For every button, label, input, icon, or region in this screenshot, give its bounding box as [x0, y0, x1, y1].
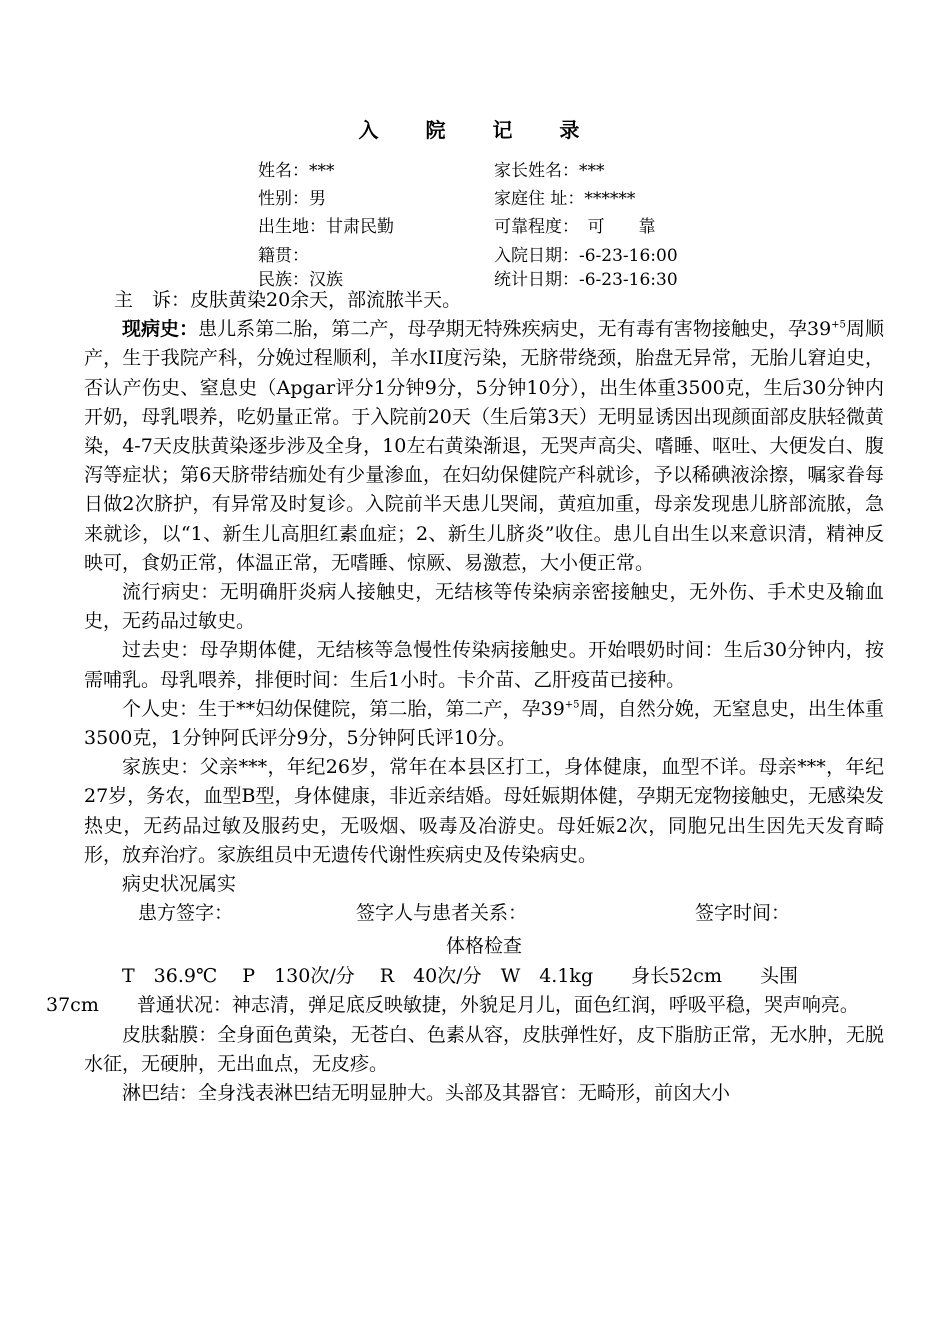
vitals-line: [46, 962, 884, 1020]
parent-name: 家长姓名：***: [494, 161, 605, 181]
home-address: 家庭住 址：******: [494, 189, 636, 209]
info-row-3: [0, 212, 950, 238]
vital-pulse: P 130次/分: [242, 965, 355, 988]
present-illness: [84, 315, 884, 578]
record-body: [46, 286, 884, 1108]
vital-height: 身长52cm: [631, 965, 722, 988]
physical-exam-title: 体格检查: [445, 935, 522, 958]
native-place: 籍贯：: [258, 246, 309, 266]
info-row-1: [0, 156, 950, 182]
personal-history-text-a: 个人史：生于**妇幼保健院，第二胎，第二产，孕39: [122, 697, 565, 720]
info-row-4: [0, 241, 950, 267]
truth-statement: 病史状况属实: [122, 873, 237, 896]
signature-time-label: 签字时间：: [695, 902, 791, 925]
patient-signature-label: 患方签字：: [138, 902, 234, 925]
info-row-2: [0, 184, 950, 210]
signature-row: [84, 899, 884, 928]
family-history: 家族史：父亲***，年纪26岁，常年在本县区打工，身体健康，血型不详。母亲***，年纪27岁，务农，血型B型，身体健康，非近亲结婚。母妊娠期体健，孕期无宠物接触史，无感染发热史，无药品过敏及服药史，无吸烟、吸毒及冶游史。母妊娠2次，同胞兄出生因先天发育畸形，放弃治疗。家族组员中无遗传代谢性疾病史及传染病史。: [84, 756, 884, 866]
patient-name: 姓名：***: [258, 161, 335, 181]
personal-history-text-b: 周，自然分娩，无窒息史，出生体重3500克，1分钟阿氏评分9分，5分钟阿氏评10分。: [84, 697, 884, 750]
skin-mucosa: 皮肤黏膜：全身面色黄染，无苍白、色素从容，皮肤弹性好，皮下脂肪正常，无水肿，无脱水征，无硬肿，无出血点，无皮疹。: [84, 1023, 884, 1075]
birthplace: 出生地：甘肃民勤: [258, 217, 394, 237]
patient-gender: 性别：男: [258, 189, 326, 209]
reliability: 可靠程度： 可 靠: [494, 217, 656, 237]
signer-relation-label: 签字人与患者关系：: [356, 902, 528, 925]
present-illness-text-a: 患儿系第二胎，第二产，母孕期无特殊疾病史，无有毒有害物接触史，孕39: [198, 318, 832, 341]
document-title: 入 院 记 录: [358, 118, 600, 142]
statistics-date: 统计日期：-6-23-16:30: [494, 270, 678, 290]
lymph-nodes: 淋巴结：全身浅表淋巴结无明显肿大。头部及其器官：无畸形，前囟大小: [122, 1082, 731, 1105]
epidemic-history: 流行病史：无明确肝炎病人接触史，无结核等传染病亲密接触史，无外伤、手术史及输血史，无药品过敏史。: [84, 581, 884, 633]
present-illness-text-b: 周顺产，生于我院产科，分娩过程顺利，羊水II度污染，无脐带绕颈，胎盘无异常，无胎儿窘迫史，否认产伤史、窒息史（Apgar评分1分钟9分，5分钟10分），出生体重3500克，生后30分钟内开奶，母乳喂养，吃奶量正常。于入院前20天（生后第3天）无明显诱因出现颜面部皮肤轻微黄染，4-7天皮肤黄染逐步涉及全身，10左右黄染渐退，无哭声高尖、嗜睡、呕吐、大便发白、腹泻等症状；第6天脐带结痂处有少量渗血，在妇幼保健院产科就诊，予以稀碘液涂擦，嘱家眷每日做2次脐护，有异常及时复诊。入院前半天患儿哭闹，黄疸加重，母亲发现患儿脐部流脓，急来就诊，以“1、新生儿高胆红素血症；2、新生儿脐炎”收住。患儿自出生以来意识清，精神反映可，食奶正常，体温正常，无嗜睡、惊厥、易激惹，大小便正常。: [84, 318, 884, 574]
gestation-superscript: +5: [831, 319, 846, 331]
ethnicity: 民族：汉族: [258, 270, 343, 290]
present-illness-label: 现病史：: [122, 318, 199, 341]
vital-temperature: T 36.9℃: [122, 965, 218, 988]
personal-history: [84, 695, 884, 753]
vital-weight: W 4.1kg: [500, 965, 594, 988]
admission-date: 入院日期：-6-23-16:00: [494, 246, 678, 266]
chief-complaint: 主 诉：皮肤黄染20余天，部流脓半天。: [114, 289, 462, 311]
vital-head-prefix: 头围: [759, 965, 798, 988]
general-condition: 37cm 普通状况：神志清，弹足底反映敏捷，外貌足月儿，面色红润，呼吸平稳，哭声响亮。: [46, 994, 859, 1017]
past-history: 过去史：母孕期体健，无结核等急慢性传染病接触史。开始喂奶时间：生后30分钟内，按需哺乳。母乳喂养，排便时间：生后1小时。卡介苗、乙肝疫苗已接种。: [84, 639, 884, 691]
vital-respiration: R 40次/分: [379, 965, 482, 988]
personal-gestation-superscript: +5: [564, 699, 580, 711]
